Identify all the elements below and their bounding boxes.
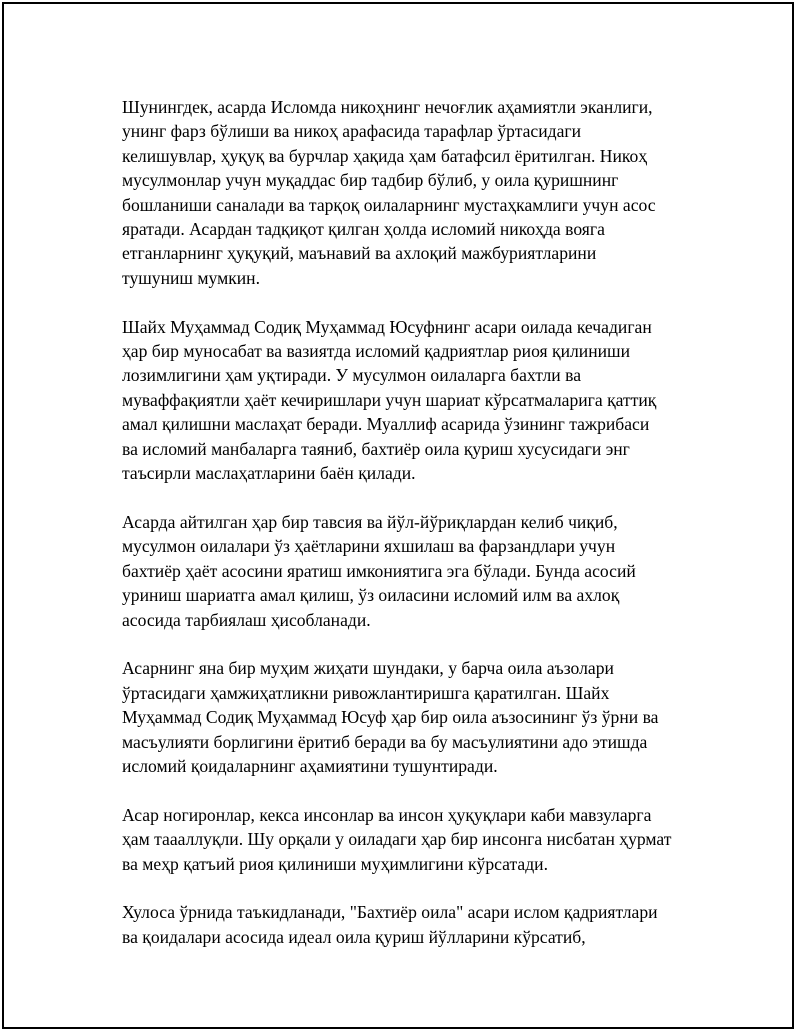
text-line: исломий қоидаларнинг аҳамиятини тушунтиради. (122, 755, 498, 776)
text-line: Асар ногиронлар, кекса инсонлар ва инсон ҳуқуқлари каби мавзуларга (122, 804, 652, 825)
text-line: мусулмон оилалари ўз ҳаётларини яхшилаш ва фарзандлари учун (122, 536, 616, 557)
text-line: ва исломий манбаларга таяниб, бахтиёр оила қуриш хусусидаги энг (122, 438, 630, 459)
text-line: унинг фарз бўлиши ва никоҳ арафасида тарафлар ўртасидаги (122, 121, 582, 142)
paragraph-1 (122, 95, 692, 290)
text-line: бахтиёр ҳаёт асосини яратиш имкониятига эга бўлади. Бунда асосий (122, 560, 636, 581)
text-line: масъулияти борлигини ёритиб беради ва бу масъулиятини адо этишда (122, 731, 648, 752)
text-line: тушуниш мумкин. (122, 267, 260, 288)
text-line: лозимлигини ҳам уқтиради. У мусулмон оилаларга бахтли ва (122, 365, 582, 386)
text-line: Шунингдек, асарда Исломда никоҳнинг нечоғлик аҳамиятли эканлиги, (122, 97, 653, 117)
text-line: ва қоидалари асосида идеал оила қуриш йўлларини кўрсатиб, (122, 926, 586, 947)
text-line: Асарда айтилган ҳар бир тавсия ва йўл-йўриқлардан келиб чиқиб, (122, 511, 618, 532)
text-line: ҳар бир муносабат ва вазиятда исломий қадриятлар риоя қилиниши (122, 341, 631, 362)
document-body (122, 95, 692, 949)
text-line: ўртасидаги ҳамжиҳатликни ривожлантиришга қаратилган. Шайх (122, 682, 610, 703)
text-line: амал қилишни маслаҳат беради. Муаллиф асарида ўзининг тажрибаси (122, 414, 650, 435)
text-line: Асарнинг яна бир муҳим жиҳати шундаки, у барча оила аъзолари (122, 658, 614, 679)
text-line: ва меҳр қатъий риоя қилиниши муҳимлигини кўрсатади. (122, 853, 548, 874)
text-line: Хулоса ўрнида таъкидланади, "Бахтиёр оила" асари ислом қадриятлари (122, 902, 658, 923)
text-line: ҳам таааллуқли. Шу орқали у оиладаги ҳар бир инсонга нисбатан ҳурмат (122, 829, 672, 850)
paragraph-6 (122, 900, 692, 949)
paragraph-3 (122, 510, 692, 632)
page-border (2, 2, 794, 1029)
paragraph-5 (122, 803, 692, 876)
text-line: мусулмонлар учун муқаддас бир тадбир бўлиб, у оила қуришнинг (122, 170, 619, 191)
text-line: уриниш шариатга амал қилиш, ўз оиласини исломий илм ва ахлоқ (122, 585, 620, 606)
paragraph-2 (122, 315, 692, 486)
text-line: муваффақиятли ҳаёт кечиришлари учун шариат кўрсатмаларига қаттиқ (122, 389, 657, 410)
text-line: асосида тарбиялаш ҳисобланади. (122, 609, 371, 630)
paragraph-4 (122, 656, 692, 778)
text-line: Шайх Муҳаммад Содиқ Муҳаммад Юсуфнинг асари оилада кечадиган (122, 316, 652, 337)
text-line: таъсирли маслаҳатларини баён қилади. (122, 463, 416, 484)
text-line: бошланиши саналади ва тарқоқ оилаларнинг мустаҳкамлиги учун асос (122, 194, 656, 215)
text-line: келишувлар, ҳуқуқ ва бурчлар ҳақида ҳам батафсил ёритилган. Никоҳ (122, 145, 648, 166)
text-line: Муҳаммад Содиқ Муҳаммад Юсуф ҳар бир оила аъзосининг ўз ўрни ва (122, 707, 659, 728)
text-line: етганларнинг ҳуқуқий, маънавий ва ахлоқий мажбуриятларини (122, 243, 597, 264)
text-line: яратади. Асардан тадқиқот қилган ҳолда исломий никоҳда вояга (122, 219, 605, 240)
